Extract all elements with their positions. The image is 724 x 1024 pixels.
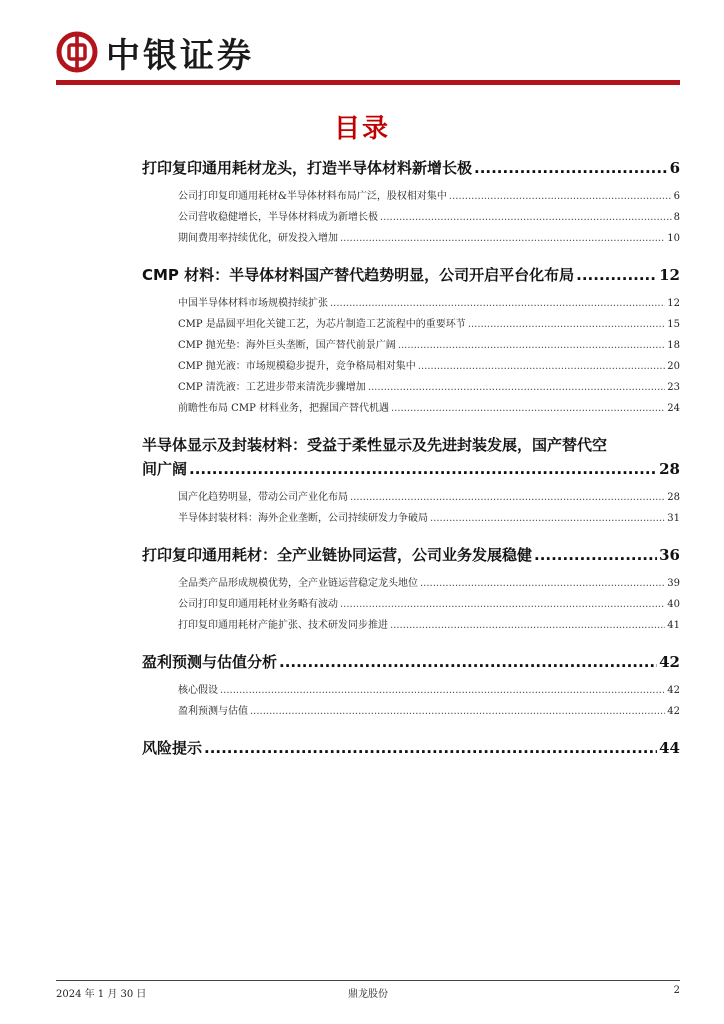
toc-section[interactable] xyxy=(142,736,680,760)
toc-item[interactable] xyxy=(178,186,680,207)
toc-item-page: 23 xyxy=(667,382,680,393)
toc-section-title-line1[interactable]: 半导体显示及封装材料：受益于柔性显示及先进封装发展，国产替代空 xyxy=(142,436,608,454)
toc-item-title: 公司打印复印通用耗材业务略有波动 xyxy=(178,599,338,610)
toc-leader-dots xyxy=(380,207,672,228)
toc-leader-dots xyxy=(220,680,665,701)
toc-item-title: CMP 抛光液：市场规模稳步提升，竞争格局相对集中 xyxy=(178,361,416,372)
toc-item-title: 前瞻性布局 CMP 材料业务，把握国产替代机遇 xyxy=(178,403,389,414)
toc-item-title: 打印复印通用耗材产能扩张、技术研发同步推进 xyxy=(178,620,388,631)
toc-item-title: 半导体封装材料：海外企业垄断，公司持续研发力争破局 xyxy=(178,513,428,524)
page-header xyxy=(56,28,254,76)
toc-item-page: 28 xyxy=(667,492,680,503)
toc-section-title: 打印复印通用耗材龙头，打造半导体材料新增长极 xyxy=(142,159,473,177)
toc-item-title: 公司营收稳健增长，半导体材料成为新增长极 xyxy=(178,212,378,223)
toc-title: 目录 xyxy=(333,114,390,144)
toc-leader-dots xyxy=(250,701,665,722)
toc-item[interactable] xyxy=(178,314,680,335)
toc-leader-dots xyxy=(420,573,665,594)
toc-section-page: 6 xyxy=(669,159,680,177)
toc-leader-dots xyxy=(534,543,657,567)
toc-item-title: 全品类产品形成规模优势，全产业链运营稳定龙头地位 xyxy=(178,578,418,589)
brand-name: 中银证券 xyxy=(106,35,254,76)
toc-item-page: 39 xyxy=(667,578,680,589)
toc-item[interactable] xyxy=(178,335,680,356)
toc-item-page: 41 xyxy=(667,620,680,631)
toc-item-title: 公司打印复印通用耗材&半导体材料布局广泛，股权相对集中 xyxy=(178,191,447,202)
toc-item-page: 12 xyxy=(667,298,680,309)
toc-section-page: 12 xyxy=(659,266,680,284)
toc-item[interactable] xyxy=(178,701,680,722)
toc-section-title: 风险提示 xyxy=(142,739,203,757)
toc-item-page: 42 xyxy=(667,685,680,696)
toc-section[interactable] xyxy=(142,263,680,287)
toc-leader-dots xyxy=(430,508,665,529)
toc-item-page: 10 xyxy=(667,233,680,244)
toc-item-page: 8 xyxy=(673,212,680,223)
toc-leader-dots xyxy=(391,398,665,419)
toc-section[interactable] xyxy=(142,156,680,180)
toc-item-title: CMP 清洗液：工艺进步带来清洗步骤增加 xyxy=(178,382,366,393)
toc-item[interactable] xyxy=(178,508,680,529)
toc-leader-dots xyxy=(418,356,665,377)
toc-section-page: 42 xyxy=(659,653,680,671)
toc-item[interactable] xyxy=(178,356,680,377)
toc-leader-dots xyxy=(350,487,665,508)
bank-of-china-logo-icon xyxy=(56,31,98,73)
toc-section-page: 36 xyxy=(659,546,680,564)
toc-section-title-line2: 间广阔 xyxy=(142,460,188,478)
toc-item[interactable] xyxy=(178,398,680,419)
toc-item[interactable] xyxy=(178,228,680,249)
toc-item-title: 盈利预测与估值 xyxy=(178,706,248,717)
company-name: 鼎龙股份 xyxy=(348,989,388,1000)
toc-item-page: 15 xyxy=(667,319,680,330)
toc-section-page: 44 xyxy=(659,739,680,757)
toc-leader-dots xyxy=(340,594,665,615)
table-of-contents xyxy=(142,156,680,760)
toc-item-title: CMP 抛光垫：海外巨头垄断，国产替代前景广阔 xyxy=(178,340,396,351)
toc-leader-dots xyxy=(390,615,665,636)
toc-leader-dots xyxy=(189,457,657,481)
report-date: 2024 年 1 月 30 日 xyxy=(56,989,147,1000)
toc-leader-dots xyxy=(330,293,665,314)
toc-leader-dots xyxy=(368,377,665,398)
toc-section-page: 28 xyxy=(659,460,680,478)
toc-leader-dots xyxy=(449,186,672,207)
toc-leader-dots xyxy=(468,314,665,335)
toc-leader-dots xyxy=(474,156,668,180)
toc-leader-dots xyxy=(340,228,665,249)
toc-leader-dots xyxy=(279,650,657,674)
toc-leader-dots xyxy=(576,263,657,287)
toc-item-title: 期间费用率持续优化，研发投入增加 xyxy=(178,233,338,244)
toc-item-page: 42 xyxy=(667,706,680,717)
toc-item[interactable] xyxy=(178,615,680,636)
toc-item-title: 核心假设 xyxy=(178,685,218,696)
toc-item-page: 24 xyxy=(667,403,680,414)
toc-item[interactable] xyxy=(178,680,680,701)
toc-section[interactable] xyxy=(142,543,680,567)
page-footer xyxy=(56,985,680,1000)
toc-section-title: 打印复印通用耗材：全产业链协同运营，公司业务发展稳健 xyxy=(142,546,533,564)
toc-leader-dots xyxy=(398,335,665,356)
toc-item-page: 40 xyxy=(667,599,680,610)
toc-section-title: CMP 材料：半导体材料国产替代趋势明显，公司开启平台化布局 xyxy=(142,266,575,284)
toc-item-title: 国产化趋势明显，带动公司产业化布局 xyxy=(178,492,348,503)
page-number: 2 xyxy=(673,985,680,996)
toc-item-title: 中国半导体材料市场规模持续扩张 xyxy=(178,298,328,309)
toc-section[interactable] xyxy=(142,650,680,674)
toc-section[interactable] xyxy=(142,457,680,481)
toc-item-page: 20 xyxy=(667,361,680,372)
toc-item-page: 6 xyxy=(673,191,680,202)
toc-item[interactable] xyxy=(178,487,680,508)
toc-item-page: 31 xyxy=(667,513,680,524)
toc-item[interactable] xyxy=(178,377,680,398)
toc-item-title: CMP 是晶圆平坦化关键工艺，为芯片制造工艺流程中的重要环节 xyxy=(178,319,466,330)
toc-item[interactable] xyxy=(178,293,680,314)
footer-rule xyxy=(56,980,680,981)
toc-item[interactable] xyxy=(178,207,680,228)
toc-item[interactable] xyxy=(178,573,680,594)
header-rule xyxy=(56,80,680,85)
toc-item-page: 18 xyxy=(667,340,680,351)
toc-item[interactable] xyxy=(178,594,680,615)
toc-section-title: 盈利预测与估值分析 xyxy=(142,653,278,671)
toc-leader-dots xyxy=(204,736,657,760)
